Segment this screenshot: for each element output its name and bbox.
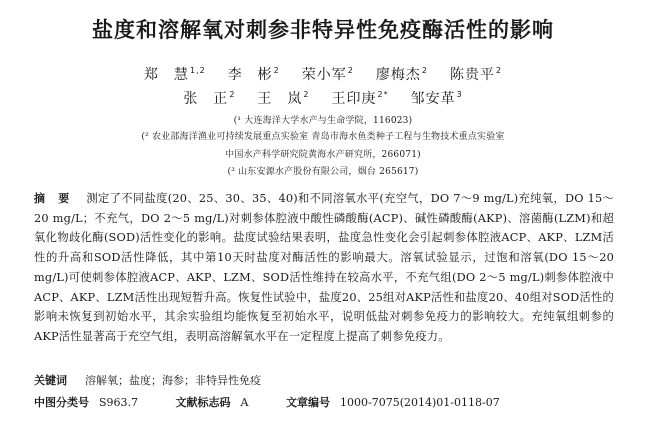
abstract-label: 摘 要 <box>34 192 71 205</box>
author <box>411 88 463 108</box>
author <box>144 64 206 84</box>
author <box>183 88 235 108</box>
author <box>332 88 389 108</box>
author-name: 张 正 <box>183 91 229 107</box>
affiliation-1: (¹ 大连海洋大学水产与生命学院，116023) <box>233 116 413 126</box>
author-name: 王印庚 <box>331 91 377 107</box>
author-name: 邹安革 <box>410 91 456 107</box>
article-metadata <box>34 394 624 410</box>
keywords-label: 关键词 <box>34 374 67 387</box>
article-number-value: 1000-7075(2014)01-0118-07 <box>339 396 500 409</box>
author-list-row-2 <box>0 88 646 108</box>
abstract-text: 测定了不同盐度(20、25、30、35、40)和不同溶氧水平(充空气，DO 7～9 mg/L)充纯氧，DO 15～20 mg/L；不充气，DO 2～5 mg/L)对刺参体腔液中酸性磷酸酶(ACP)、碱性磷酸酶(AKP)、溶菌酶(LZM)和超氧化物歧化酶(SOD)活性变化的影响。盐度试验结果表明，盐度急性变化会引起刺参体腔液ACP、AKP、LZM活性的升高和SOD活性降低，其中第10天时盐度对酶活性的影响最大。溶氧试验显示，过饱和溶氧(DO 15～20 mg/L)可使刺参体腔液ACP、AKP、LZM、SOD活性维持在较高水平，不充气组(DO 2～5 mg/L)刺参体腔液中ACP、AKP、LZM活性出现短暂升高。恢复性试验中，盐度20、25组对AKP活性和盐度20、40组对SOD活性的影响未恢复到初始水平，其余实验组均能恢复至初始水平，说明低盐对刺参免疫力的影响较大。充纯氧组刺参的AKP活性显著高于充空气组，表明高溶解氧水平在一定程度上提高了刺参免疫力。 <box>34 192 614 343</box>
doc-code-value: A <box>240 396 249 409</box>
author <box>302 64 354 84</box>
keywords <box>34 372 614 388</box>
clc-value: S963.7 <box>99 396 139 409</box>
author <box>257 88 309 108</box>
abstract <box>34 189 614 347</box>
doc-code-label: 文献标志码 <box>175 396 231 409</box>
author-list-row-1 <box>0 64 646 84</box>
author <box>228 64 280 84</box>
author-affiliation-marker: 2 <box>347 66 354 75</box>
author-name: 李 彬 <box>227 67 273 83</box>
author <box>376 64 428 84</box>
author-affiliation-marker: 3 <box>456 90 463 99</box>
clc-label: 中图分类号 <box>34 396 89 409</box>
author-name: 郑 慧 <box>143 67 189 83</box>
author-name: 陈贵平 <box>449 67 495 83</box>
author-name: 荣小军 <box>301 67 347 83</box>
affiliation-2-cont: 中国水产科学研究院黄海水产研究所，266071) <box>225 150 421 160</box>
affiliation-3: (³ 山东安源水产股份有限公司，烟台 265617) <box>227 167 419 177</box>
author-affiliation-marker: 1,2 <box>189 66 206 75</box>
author-affiliation-marker: 2 <box>303 90 310 99</box>
affiliation-2: (² 农业部海洋渔业可持续发展重点实验室 青岛市海水鱼类种子工程与生物技术重点实验室 <box>141 132 505 142</box>
author-affiliation-marker: 2 <box>273 66 280 75</box>
author-name: 王 岚 <box>257 91 303 107</box>
author <box>450 64 502 84</box>
author-name: 廖梅杰 <box>375 67 421 83</box>
paper-title: 盐度和溶解氧对刺参非特异性免疫酶活性的影响 <box>92 18 554 42</box>
author-affiliation-marker: 2* <box>377 90 389 99</box>
author-affiliation-marker: 2 <box>495 66 503 75</box>
article-number-label: 文章编号 <box>285 396 330 409</box>
author-affiliation-marker: 2 <box>421 66 428 75</box>
author-affiliation-marker: 2 <box>229 90 236 99</box>
keywords-text: 溶解氧；盐度；海参；非特异性免疫 <box>85 374 261 387</box>
